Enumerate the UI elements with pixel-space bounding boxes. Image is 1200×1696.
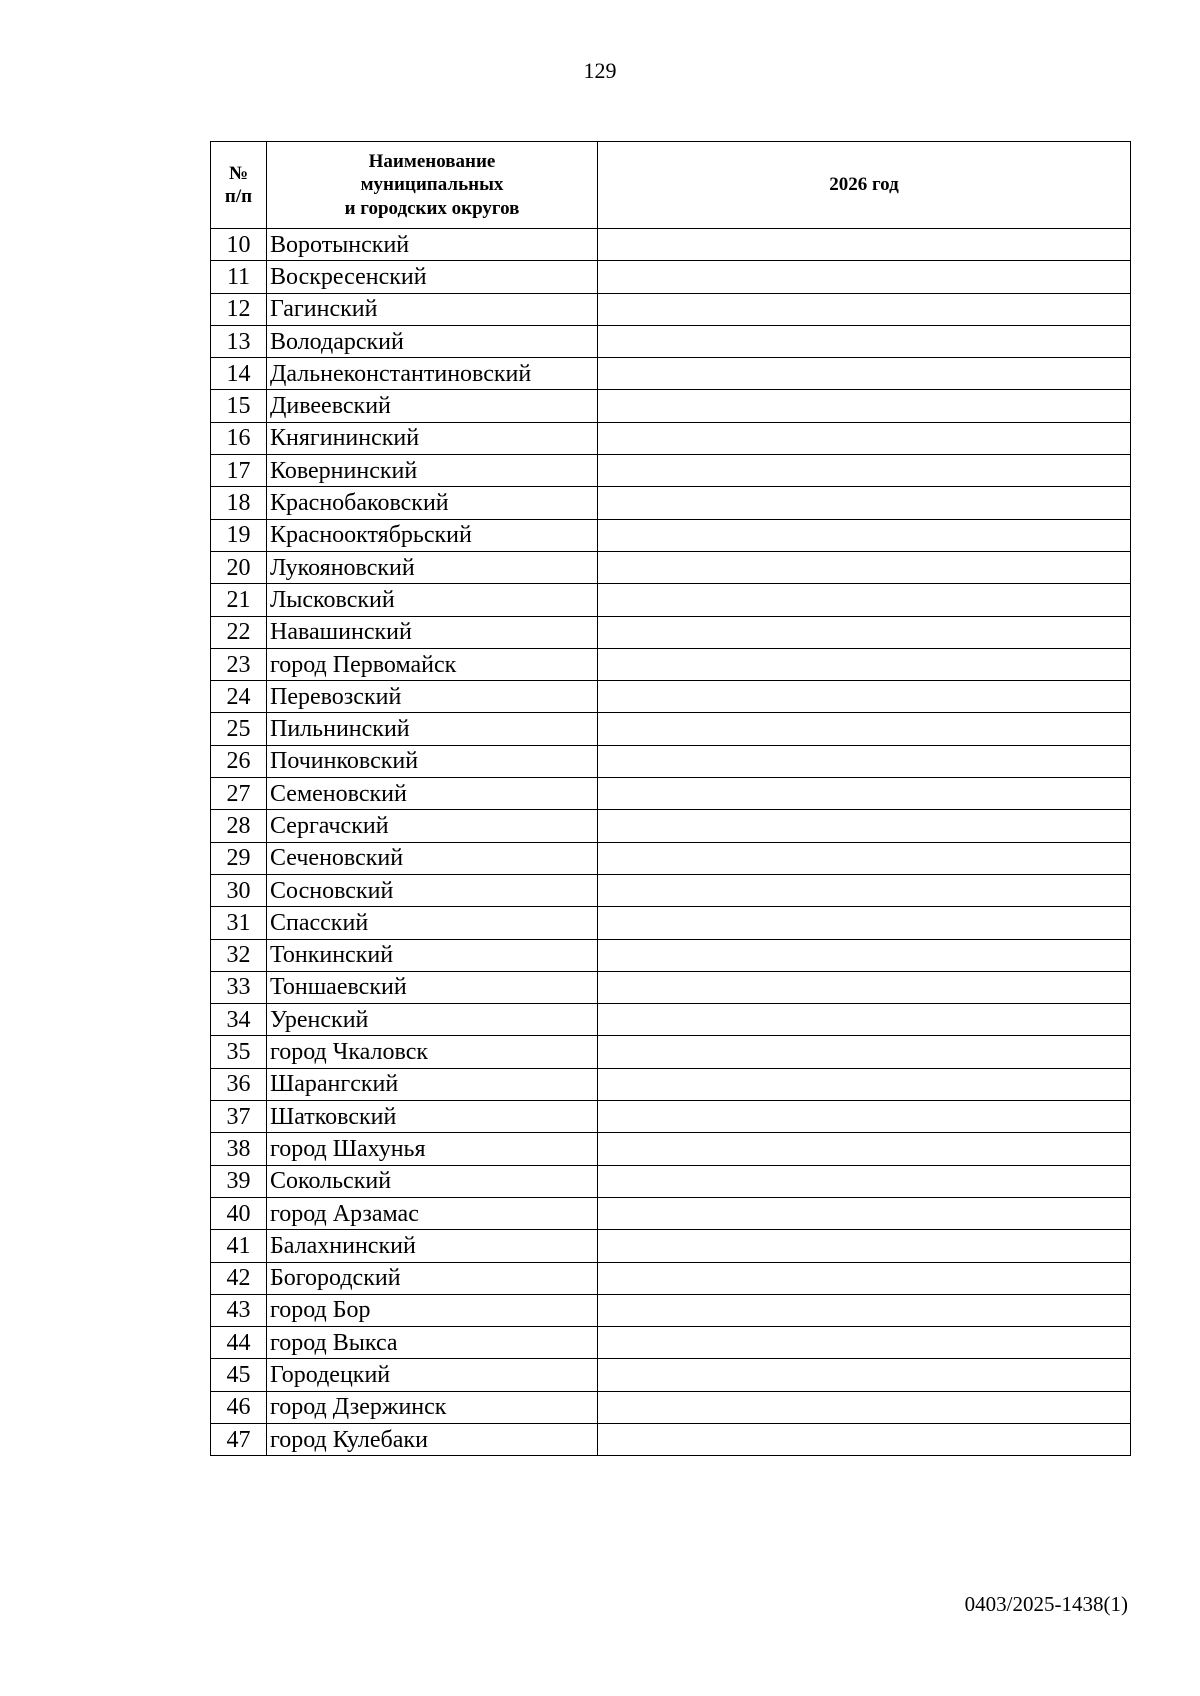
row-year-value bbox=[598, 907, 1131, 939]
header-number bbox=[211, 142, 267, 229]
table-row bbox=[211, 1359, 1131, 1391]
districts-table bbox=[210, 141, 1131, 1456]
row-number: 28 bbox=[211, 810, 267, 842]
row-year-value bbox=[598, 1068, 1131, 1100]
row-district-name: Сеченовский bbox=[267, 842, 598, 874]
row-number: 12 bbox=[211, 293, 267, 325]
row-district-name: Шарангский bbox=[267, 1068, 598, 1100]
row-number: 21 bbox=[211, 584, 267, 616]
table-row bbox=[211, 1294, 1131, 1326]
table-row bbox=[211, 1391, 1131, 1423]
row-year-value bbox=[598, 1036, 1131, 1068]
row-district-name: город Выкса bbox=[267, 1327, 598, 1359]
row-number: 20 bbox=[211, 551, 267, 583]
row-district-name: Тонкинский bbox=[267, 939, 598, 971]
row-number: 23 bbox=[211, 648, 267, 680]
row-number: 35 bbox=[211, 1036, 267, 1068]
table-row bbox=[211, 1068, 1131, 1100]
row-district-name: Уренский bbox=[267, 1004, 598, 1036]
row-number: 13 bbox=[211, 325, 267, 357]
row-number: 31 bbox=[211, 907, 267, 939]
row-number: 24 bbox=[211, 681, 267, 713]
row-district-name: Воротынский bbox=[267, 229, 598, 261]
row-district-name: Городецкий bbox=[267, 1359, 598, 1391]
row-number: 18 bbox=[211, 487, 267, 519]
row-number: 44 bbox=[211, 1327, 267, 1359]
row-district-name: Перевозский bbox=[267, 681, 598, 713]
header-number-line2: п/п bbox=[224, 186, 253, 207]
row-year-value bbox=[598, 1391, 1131, 1423]
row-number: 27 bbox=[211, 778, 267, 810]
row-year-value bbox=[598, 422, 1131, 454]
row-number: 41 bbox=[211, 1230, 267, 1262]
row-year-value bbox=[598, 1004, 1131, 1036]
table-row bbox=[211, 390, 1131, 422]
row-district-name: Гагинский bbox=[267, 293, 598, 325]
table-row bbox=[211, 261, 1131, 293]
row-district-name: город Дзержинск bbox=[267, 1391, 598, 1423]
table-row bbox=[211, 1036, 1131, 1068]
table-row bbox=[211, 1133, 1131, 1165]
row-year-value bbox=[598, 1423, 1131, 1455]
row-district-name: Сергачский bbox=[267, 810, 598, 842]
table-row bbox=[211, 229, 1131, 261]
row-district-name: Сосновский bbox=[267, 874, 598, 906]
row-number: 38 bbox=[211, 1133, 267, 1165]
table-row bbox=[211, 1004, 1131, 1036]
row-year-value bbox=[598, 1197, 1131, 1229]
row-district-name: Семеновский bbox=[267, 778, 598, 810]
row-year-value bbox=[598, 1359, 1131, 1391]
row-year-value bbox=[598, 293, 1131, 325]
row-district-name: город Кулебаки bbox=[267, 1423, 598, 1455]
row-district-name: Краснооктябрьский bbox=[267, 519, 598, 551]
table-row bbox=[211, 681, 1131, 713]
row-year-value bbox=[598, 745, 1131, 777]
row-year-value bbox=[598, 455, 1131, 487]
table-header bbox=[211, 142, 1131, 229]
table-row bbox=[211, 971, 1131, 1003]
row-year-value bbox=[598, 1165, 1131, 1197]
row-year-value bbox=[598, 325, 1131, 357]
table-row bbox=[211, 1101, 1131, 1133]
row-year-value bbox=[598, 1327, 1131, 1359]
row-year-value bbox=[598, 778, 1131, 810]
row-district-name: Володарский bbox=[267, 325, 598, 357]
table-row bbox=[211, 1230, 1131, 1262]
row-year-value bbox=[598, 681, 1131, 713]
table-row bbox=[211, 648, 1131, 680]
row-number: 19 bbox=[211, 519, 267, 551]
row-year-value bbox=[598, 971, 1131, 1003]
row-year-value bbox=[598, 713, 1131, 745]
row-number: 29 bbox=[211, 842, 267, 874]
table-row bbox=[211, 487, 1131, 519]
row-year-value bbox=[598, 810, 1131, 842]
table-body bbox=[211, 229, 1131, 1456]
row-district-name: Навашинский bbox=[267, 616, 598, 648]
header-name-line2: муниципальных bbox=[360, 174, 504, 196]
row-year-value bbox=[598, 487, 1131, 519]
table-row bbox=[211, 616, 1131, 648]
row-district-name: Ковернинский bbox=[267, 455, 598, 487]
table-row bbox=[211, 874, 1131, 906]
row-number: 22 bbox=[211, 616, 267, 648]
row-district-name: Сокольский bbox=[267, 1165, 598, 1197]
row-number: 43 bbox=[211, 1294, 267, 1326]
row-number: 17 bbox=[211, 455, 267, 487]
row-number: 47 bbox=[211, 1423, 267, 1455]
row-district-name: город Арзамас bbox=[267, 1197, 598, 1229]
row-year-value bbox=[598, 358, 1131, 390]
row-district-name: город Чкаловск bbox=[267, 1036, 598, 1068]
table-row bbox=[211, 745, 1131, 777]
row-year-value bbox=[598, 584, 1131, 616]
row-number: 26 bbox=[211, 745, 267, 777]
table-row bbox=[211, 713, 1131, 745]
row-district-name: Спасский bbox=[267, 907, 598, 939]
row-number: 16 bbox=[211, 422, 267, 454]
row-district-name: Лысковский bbox=[267, 584, 598, 616]
header-name bbox=[267, 142, 598, 229]
row-number: 10 bbox=[211, 229, 267, 261]
row-number: 42 bbox=[211, 1262, 267, 1294]
row-year-value bbox=[598, 390, 1131, 422]
row-year-value bbox=[598, 229, 1131, 261]
table-row bbox=[211, 551, 1131, 583]
row-district-name: Краснобаковский bbox=[267, 487, 598, 519]
row-district-name: Починковский bbox=[267, 745, 598, 777]
row-year-value bbox=[598, 261, 1131, 293]
row-number: 37 bbox=[211, 1101, 267, 1133]
row-number: 14 bbox=[211, 358, 267, 390]
row-district-name: город Бор bbox=[267, 1294, 598, 1326]
row-number: 46 bbox=[211, 1391, 267, 1423]
row-district-name: Тоншаевский bbox=[267, 971, 598, 1003]
table-row bbox=[211, 584, 1131, 616]
row-number: 45 bbox=[211, 1359, 267, 1391]
row-number: 33 bbox=[211, 971, 267, 1003]
row-year-value bbox=[598, 648, 1131, 680]
row-district-name: город Первомайск bbox=[267, 648, 598, 680]
table-row bbox=[211, 358, 1131, 390]
row-number: 36 bbox=[211, 1068, 267, 1100]
row-district-name: Дальнеконстантиновский bbox=[267, 358, 598, 390]
row-district-name: Дивеевский bbox=[267, 390, 598, 422]
page-number: 129 bbox=[583, 58, 617, 83]
table-row bbox=[211, 1262, 1131, 1294]
table-row bbox=[211, 939, 1131, 971]
row-number: 39 bbox=[211, 1165, 267, 1197]
row-number: 25 bbox=[211, 713, 267, 745]
row-year-value bbox=[598, 1230, 1131, 1262]
row-year-value bbox=[598, 1294, 1131, 1326]
row-year-value bbox=[598, 551, 1131, 583]
header-name-line1: Наименование bbox=[368, 151, 496, 173]
row-district-name: Пильнинский bbox=[267, 713, 598, 745]
row-number: 34 bbox=[211, 1004, 267, 1036]
table-row bbox=[211, 455, 1131, 487]
table-row bbox=[211, 1197, 1131, 1229]
table-row bbox=[211, 519, 1131, 551]
row-number: 30 bbox=[211, 874, 267, 906]
row-district-name: Богородский bbox=[267, 1262, 598, 1294]
row-number: 32 bbox=[211, 939, 267, 971]
row-number: 15 bbox=[211, 390, 267, 422]
row-district-name: Балахнинский bbox=[267, 1230, 598, 1262]
table-row bbox=[211, 422, 1131, 454]
table-row bbox=[211, 1165, 1131, 1197]
row-district-name: Шатковский bbox=[267, 1101, 598, 1133]
document-code: 0403/2025-1438(1) bbox=[964, 1592, 1128, 1616]
row-year-value bbox=[598, 842, 1131, 874]
row-number: 11 bbox=[211, 261, 267, 293]
row-district-name: Лукояновский bbox=[267, 551, 598, 583]
header-year: 2026 год bbox=[598, 142, 1131, 229]
header-number-line1: № bbox=[228, 162, 249, 184]
row-year-value bbox=[598, 1133, 1131, 1165]
table-row bbox=[211, 778, 1131, 810]
header-name-line3: и городских округов bbox=[344, 197, 520, 219]
table-row bbox=[211, 325, 1131, 357]
table-row bbox=[211, 1327, 1131, 1359]
row-district-name: Княгининский bbox=[267, 422, 598, 454]
row-year-value bbox=[598, 519, 1131, 551]
row-year-value bbox=[598, 939, 1131, 971]
row-district-name: Воскресенский bbox=[267, 261, 598, 293]
row-year-value bbox=[598, 874, 1131, 906]
row-district-name: город Шахунья bbox=[267, 1133, 598, 1165]
table-row bbox=[211, 293, 1131, 325]
row-year-value bbox=[598, 1101, 1131, 1133]
row-year-value bbox=[598, 616, 1131, 648]
table-row bbox=[211, 1423, 1131, 1455]
table-row bbox=[211, 810, 1131, 842]
row-year-value bbox=[598, 1262, 1131, 1294]
table-row bbox=[211, 842, 1131, 874]
table-row bbox=[211, 907, 1131, 939]
header-row bbox=[211, 142, 1131, 229]
row-number: 40 bbox=[211, 1197, 267, 1229]
